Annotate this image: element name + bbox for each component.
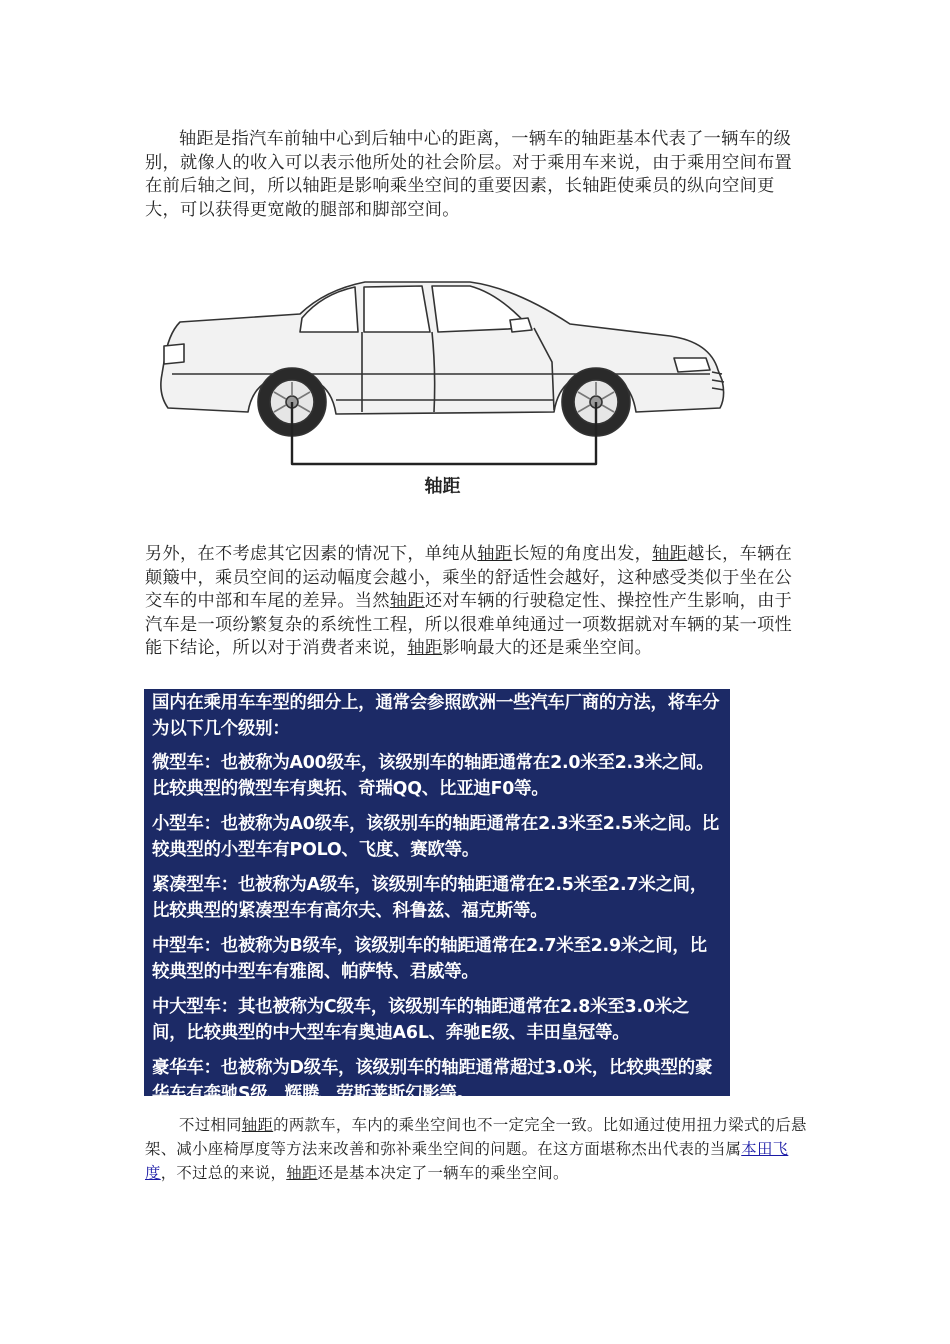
car-illustration <box>150 262 735 502</box>
class-item-a00: 微型车：也被称为A00级车，该级别车的轴距通常在2.0米至2.3米之间。比较典型的微型车有奥拓、奇瑞QQ、比亚迪F0等。 <box>152 753 714 799</box>
vehicle-classes-box <box>144 689 730 1104</box>
classes-intro: 国内在乘用车车型的细分上，通常会参照欧洲一些汽车厂商的方法，将车分为以下几个级别： <box>152 693 720 739</box>
paragraph-conclusion: 不过相同轴距的两款车，车内的乘坐空间也不一定完全一致。比如通过使用扭力梁式的后悬架、减小座椅厚度等方法来改善和弥补乘坐空间的问题。在这方面堪称杰出代表的当属本田飞度，不过总的来说，轴距还是基本决定了一辆车的乘坐空间。 <box>145 1116 807 1182</box>
term-wheelbase[interactable]: 轴距 <box>407 638 443 659</box>
rear-door-window <box>364 286 430 332</box>
term-wheelbase[interactable]: 轴距 <box>389 591 425 612</box>
side-mirror <box>510 318 532 332</box>
class-item-a0: 小型车：也被称为A0级车，该级别车的轴距通常在2.3米至2.5米之间。比较典型的小型车有POLO、飞度、赛欧等。 <box>152 814 719 860</box>
term-wheelbase[interactable]: 轴距 <box>241 1116 274 1134</box>
honda-fit-link[interactable]: 本田飞度 <box>145 1140 789 1182</box>
tail-light <box>164 344 184 364</box>
class-item-b: 中型车：也被称为B级车，该级别车的轴距通常在2.7米至2.9米之间，比较典型的中型车有雅阁、帕萨特、君威等。 <box>152 936 707 982</box>
intro-paragraph: 轴距是指汽车前轴中心到后轴中心的距离，一辆车的轴距基本代表了一辆车的级别，就像人的收入可以表示他所处的社会阶层。对于乘用车来说，由于乘用空间布置在前后轴之间，所以轴距是影响乘坐空间的重要因素，长轴距使乘员的纵向空间更大，可以获得更宽敞的腿部和脚部空间。 <box>145 129 793 220</box>
wheelbase-label: 轴距 <box>424 476 461 497</box>
term-wheelbase[interactable]: 轴距 <box>286 1164 318 1182</box>
class-item-a: 紧凑型车：也被称为A级车，该级别车的轴距通常在2.5米至2.7米之间，比较典型的紧凑型车有高尔夫、科鲁兹、福克斯等。 <box>152 875 708 921</box>
headlight <box>674 358 710 372</box>
paragraph-comfort: 另外，在不考虑其它因素的情况下，单纯从轴距长短的角度出发，轴距越长，车辆在颠簸中，乘员空间的运动幅度会越小，乘坐的舒适性会越好，这种感受类似于坐在公交车的中部和车尾的差异。当然轴距还对车辆的行驶稳定性、操控性产生影响，由于汽车是一项纷繁复杂的系统性工程，所以很难单纯通过一项数据就对车辆的某一项性能下结论，所以对于消费者来说，轴距影响最大的还是乘坐空间。 <box>145 544 793 659</box>
class-item-c: 中大型车：其也被称为C级车，该级别车的轴距通常在2.8米至3.0米之间，比较典型的中大型车有奥迪A6L、奔驰E级、丰田皇冠等。 <box>152 997 690 1043</box>
term-wheelbase[interactable]: 轴距 <box>477 544 513 564</box>
class-item-d: 豪华车：也被称为D级车，该级别车的轴距通常超过3.0米，比较典型的豪华车有奔驰S级、辉腾、劳斯莱斯幻影等。 <box>152 1058 713 1104</box>
car-wheelbase-figure <box>150 262 735 502</box>
term-wheelbase[interactable]: 轴距 <box>652 544 688 564</box>
